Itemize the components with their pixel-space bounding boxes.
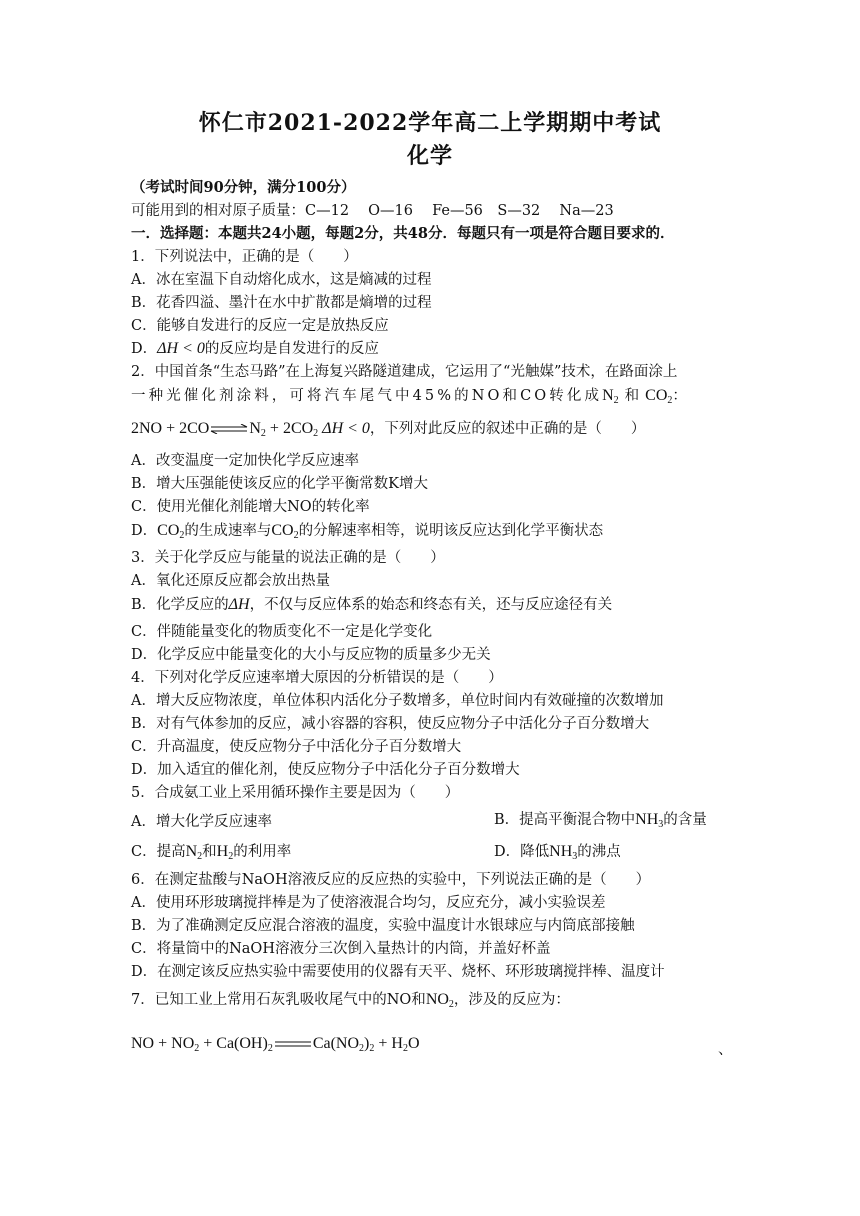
question-5-option-c (131, 840, 291, 862)
stem-text: ，下列对此反应的叙述中正确的是（ ） (369, 421, 646, 437)
question-7-equation (131, 1035, 420, 1054)
question-5-option-a: A．增大化学反应速率 (131, 814, 272, 830)
nh3-formula: $NH_3$ (549, 843, 578, 862)
nh3-formula: $NH_3$ (635, 811, 664, 830)
question-6-option-b: B．为了准确测定反应混合溶液的温度，实验中温度计水银球应与内筒底部接触 (131, 918, 635, 934)
exam-info: （考试时间90分钟，满分100分） (131, 179, 356, 196)
option-label: D． (131, 523, 158, 539)
option-text: B．提高平衡混合物中 (494, 812, 636, 828)
equilibrium-arrow-icon (209, 424, 249, 434)
co2-formula: $CO_2$ (645, 387, 673, 406)
option-text: 的含量 (663, 812, 707, 828)
option-text: 的分解速率相等，说明该反应达到化学平衡状态 (298, 523, 604, 539)
stem-text: 一种光催化剂涂料，可将汽车尾气中45%的NO和CO转化成 (131, 388, 603, 404)
question-3-option-b (131, 593, 612, 614)
question-2-stem-line1: 2．中国首条“生态马路”在上海复兴路隧道建成，它运用了“光触媒”技术，在路面涂上 (131, 364, 678, 380)
option-text: 和 (202, 844, 217, 860)
question-1-stem: 1．下列说法中，正确的是（ ） (131, 249, 358, 265)
stem-text: 7．已知工业上常用石灰乳吸收尾气中的NO和 (131, 992, 426, 1008)
question-2-option-d (131, 519, 603, 541)
question-6-option-d: D．在测定该反应热实验中需要使用的仪器有天平、烧杯、环形玻璃搅拌棒、温度计 (131, 964, 665, 980)
co2-formula: $CO_2$ (157, 522, 185, 541)
option-text: 的利用率 (233, 844, 292, 860)
no2-formula: $NO_2$ (425, 991, 454, 1010)
stem-text: ： (672, 388, 687, 404)
n2-formula: $N_2$ (185, 843, 203, 862)
question-4-option-b: B．对有气体参加的反应，减小容器的容积，使反应物分子中活化分子百分数增大 (131, 716, 650, 732)
option-label: D． (131, 341, 158, 357)
question-2-option-c: C．使用光催化剂能增大NO的转化率 (131, 499, 370, 515)
h2-formula: $H_2$ (216, 843, 234, 862)
option-text: 的生成速率与 (184, 523, 272, 539)
reaction-equation: 2NO + 2CO $N_2 + 2CO_2$ ΔH < 0 (131, 420, 370, 439)
delta-h-math: ΔH (228, 596, 250, 613)
atomic-masses: 可能用到的相对原子质量：C—12 O—16 Fe—56 S—32 Na—23 (131, 203, 614, 219)
option-text: ，不仅与反应体系的始态和终态有关，还与反应途径有关 (249, 597, 613, 613)
question-4-option-d: D．加入适宜的催化剂，使反应物分子中活化分子百分数增大 (131, 762, 520, 778)
exam-title: 怀仁市2021-2022学年高二上学期期中考试 (198, 110, 662, 136)
question-3-option-a: A．氧化还原反应都会放出热量 (131, 573, 330, 589)
question-1-option-d (131, 337, 379, 358)
stem-text: 和 (624, 388, 640, 404)
question-2-stem-line2 (131, 384, 687, 406)
question-4-option-c: C．升高温度，使反应物分子中活化分子百分数增大 (131, 739, 462, 755)
co2-formula: $CO_2$ (271, 522, 299, 541)
reaction-equation: NO + $NO_2 + Ca(OH)_2$ $Ca(NO_2)_2 + H_2O$ (131, 1035, 420, 1054)
question-5-stem: 5．合成氨工业上采用循环操作主要是因为（ ） (131, 785, 460, 801)
question-2-equation-line (131, 417, 645, 439)
question-1-option-a: A．冰在室温下自动熔化成水，这是熵减的过程 (131, 272, 432, 288)
option-text: 的沸点 (577, 844, 621, 860)
subject-title: 化学 (406, 143, 453, 169)
stem-text: ，涉及的反应为： (453, 992, 570, 1008)
question-4-option-a: A．增大反应物浓度，单位体积内活化分子数增多，单位时间内有效碰撞的次数增加 (131, 693, 664, 709)
question-5-option-d (494, 840, 621, 862)
option-text: D．降低 (494, 844, 550, 860)
question-1-option-b: B．花香四溢、墨汁在水中扩散都是熵增的过程 (131, 295, 432, 311)
option-text: B．化学反应的 (131, 597, 229, 613)
question-6-option-a: A．使用环形玻璃搅拌棒是为了使溶液混合均匀，反应充分，减小实验误差 (131, 895, 606, 911)
question-3-stem: 3．关于化学反应与能量的说法正确的是（ ） (131, 550, 445, 566)
equals-sign-icon (273, 1039, 313, 1049)
n2-formula: $N_2$ (602, 387, 619, 406)
question-6-stem: 6．在测定盐酸与NaOH溶液反应的反应热的实验中，下列说法正确的是（ ） (131, 872, 651, 888)
question-3-option-c: C．伴随能量变化的物质变化不一定是化学变化 (131, 624, 433, 640)
question-6-option-c: C．将量筒中的NaOH溶液分三次倒入量热计的内筒，并盖好杯盖 (131, 941, 551, 957)
trailing-separator: 、 (718, 1042, 733, 1058)
question-1-option-c: C．能够自发进行的反应一定是放热反应 (131, 318, 389, 334)
question-3-option-d: D．化学反应中能量变化的大小与反应物的质量多少无关 (131, 647, 491, 663)
delta-h-math: ΔH < 0 (157, 340, 205, 357)
question-2-option-a: A．改变温度一定加快化学反应速率 (131, 453, 359, 469)
section-heading: 一．选择题：本题共24小题，每题2分，共48分．每题只有一项是符合题目要求的． (131, 225, 675, 242)
option-text: C．提高 (131, 844, 186, 860)
question-5-option-b (494, 808, 707, 830)
question-4-stem: 4．下列对化学反应速率增大原因的分析错误的是（ ） (131, 670, 503, 686)
question-2-option-b: B．增大压强能使该反应的化学平衡常数K增大 (131, 476, 428, 492)
question-7-stem (131, 988, 570, 1010)
option-text: 的反应均是自发进行的反应 (204, 341, 379, 357)
